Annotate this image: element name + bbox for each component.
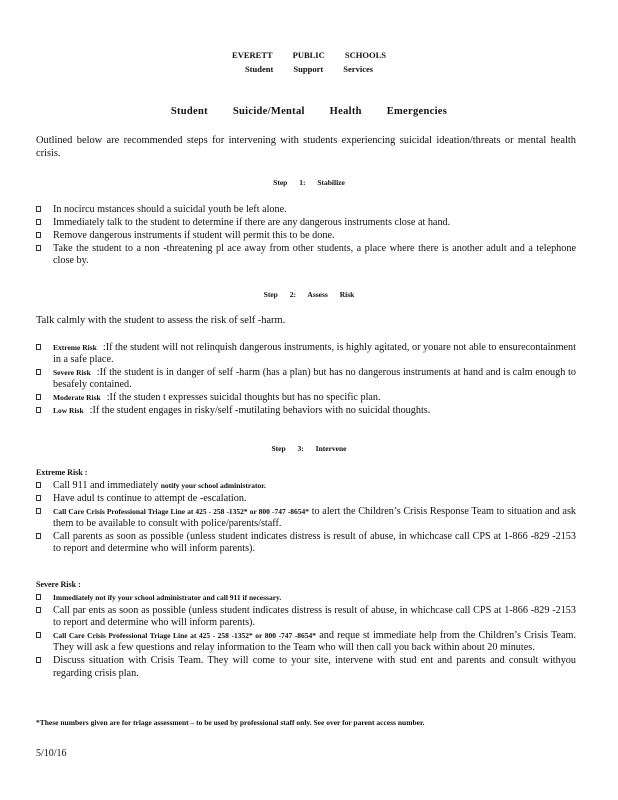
checkbox-bullet-icon xyxy=(36,495,41,501)
step2-heading: Step 2: Assess Risk xyxy=(263,290,355,299)
checkbox-bullet-icon xyxy=(36,508,41,514)
step1-heading: Step 1: Stabilize xyxy=(273,178,345,187)
checkbox-bullet-icon xyxy=(36,533,41,539)
step2-list xyxy=(36,342,576,419)
risk-level-label: Low Risk xyxy=(53,406,84,416)
extreme-risk-list xyxy=(36,480,576,557)
district-name: EVERETT PUBLIC SCHOOLS xyxy=(232,50,386,60)
checkbox-bullet-icon xyxy=(36,219,41,225)
checkbox-bullet-icon xyxy=(36,657,41,663)
checkbox-bullet-icon xyxy=(36,607,41,613)
severe-risk-label: Severe Risk : xyxy=(36,580,81,589)
department-name: Student Support Services xyxy=(244,64,374,74)
checkbox-bullet-icon xyxy=(36,482,41,488)
risk-level-label: Moderate Risk xyxy=(53,393,101,403)
list-item: Discuss situation with Crisis Team. They will come to your site, intervene with stud ent and parents and consult withyou regarding crisis plan. xyxy=(36,655,576,679)
checkbox-bullet-icon xyxy=(36,344,41,350)
step2-lead: Talk calmly with the student to assess the risk of self -harm. xyxy=(36,315,286,326)
document-date: 5/10/16 xyxy=(36,748,67,759)
list-item: Take the student to a non -threatening pl ace away from other students, a place where there is another adult and a telephone close by. xyxy=(36,243,576,267)
list-item: Immediately talk to the student to determine if there are any dangerous instruments close at hand. xyxy=(36,217,576,229)
severe-risk-list xyxy=(36,592,576,681)
risk-level-label: Extreme Risk xyxy=(53,343,97,352)
risk-level-label: Severe Risk xyxy=(53,368,91,378)
checkbox-bullet-icon xyxy=(36,369,41,375)
list-item: Extreme Risk :If the student will not relinquish dangerous instruments, is highly agitated, or youare not able to ensurecontainment in a safe place. xyxy=(36,342,576,366)
extreme-risk-label: Extreme Risk : xyxy=(36,468,88,477)
list-item: Call Care Crisis Professional Triage Line at 425 - 258 -1352* or 800 -747 -8654* and reque st immediate help from the Children’s Crisis Team. They will ask a few questions and relay information to the Team who will then call you back within about 20 minutes. xyxy=(36,630,576,654)
list-item: Call Care Crisis Professional Triage Line at 425 - 258 -1352* or 800 -747 -8654* to alert the Children’s Crisis Response Team to situation and ask them to be available to consult with police/parents/staff. xyxy=(36,506,576,530)
list-item: Call par ents as soon as possible (unless student indicates distress is result of abuse, in whichcase call CPS at 1-866 -829 -2153 to report and determine who will inform parents). xyxy=(36,605,576,629)
step3-heading: Step 3: Intervene xyxy=(271,444,347,453)
intro-paragraph: Outlined below are recommended steps for intervening with students experiencing suicidal ideation/threats or mental health crisis. xyxy=(36,135,576,159)
list-item: In nocircu mstances should a suicidal youth be left alone. xyxy=(36,204,576,216)
checkbox-bullet-icon xyxy=(36,245,41,251)
checkbox-bullet-icon xyxy=(36,594,41,600)
list-item: Moderate Risk :If the studen t expresses suicidal thoughts but has no specific plan. xyxy=(36,392,576,404)
checkbox-bullet-icon xyxy=(36,232,41,238)
checkbox-bullet-icon xyxy=(36,394,41,400)
list-item: Remove dangerous instruments if student will permit this to be done. xyxy=(36,230,576,242)
checkbox-bullet-icon xyxy=(36,206,41,212)
footnote: *These numbers given are for triage assessment – to be used by professional staff only. See over for parent access number. xyxy=(36,718,425,727)
list-item: Severe Risk :If the student is in danger of self -harm (has a plan) but has no dangerous instruments at hand and is calm enough to besafely contained. xyxy=(36,367,576,391)
list-item: Low Risk :If the student engages in risky/self -mutilating behaviors with no suicidal thoughts. xyxy=(36,405,576,417)
list-item: Have adul ts continue to attempt de -escalation. xyxy=(36,493,576,505)
list-item: Call 911 and immediately notify your school administrator. xyxy=(36,480,576,492)
list-item: Immediately not ify your school administrator and call 911 if necessary. xyxy=(36,592,576,604)
step1-list xyxy=(36,204,576,268)
checkbox-bullet-icon xyxy=(36,407,41,413)
checkbox-bullet-icon xyxy=(36,632,41,638)
list-item: Call parents as soon as possible (unless student indicates distress is result of abuse, in whichcase call CPS at 1-866 -829 -2153 to report and determine who will inform parents). xyxy=(36,531,576,555)
document-title: Student Suicide/Mental Health Emergencies xyxy=(170,106,448,117)
